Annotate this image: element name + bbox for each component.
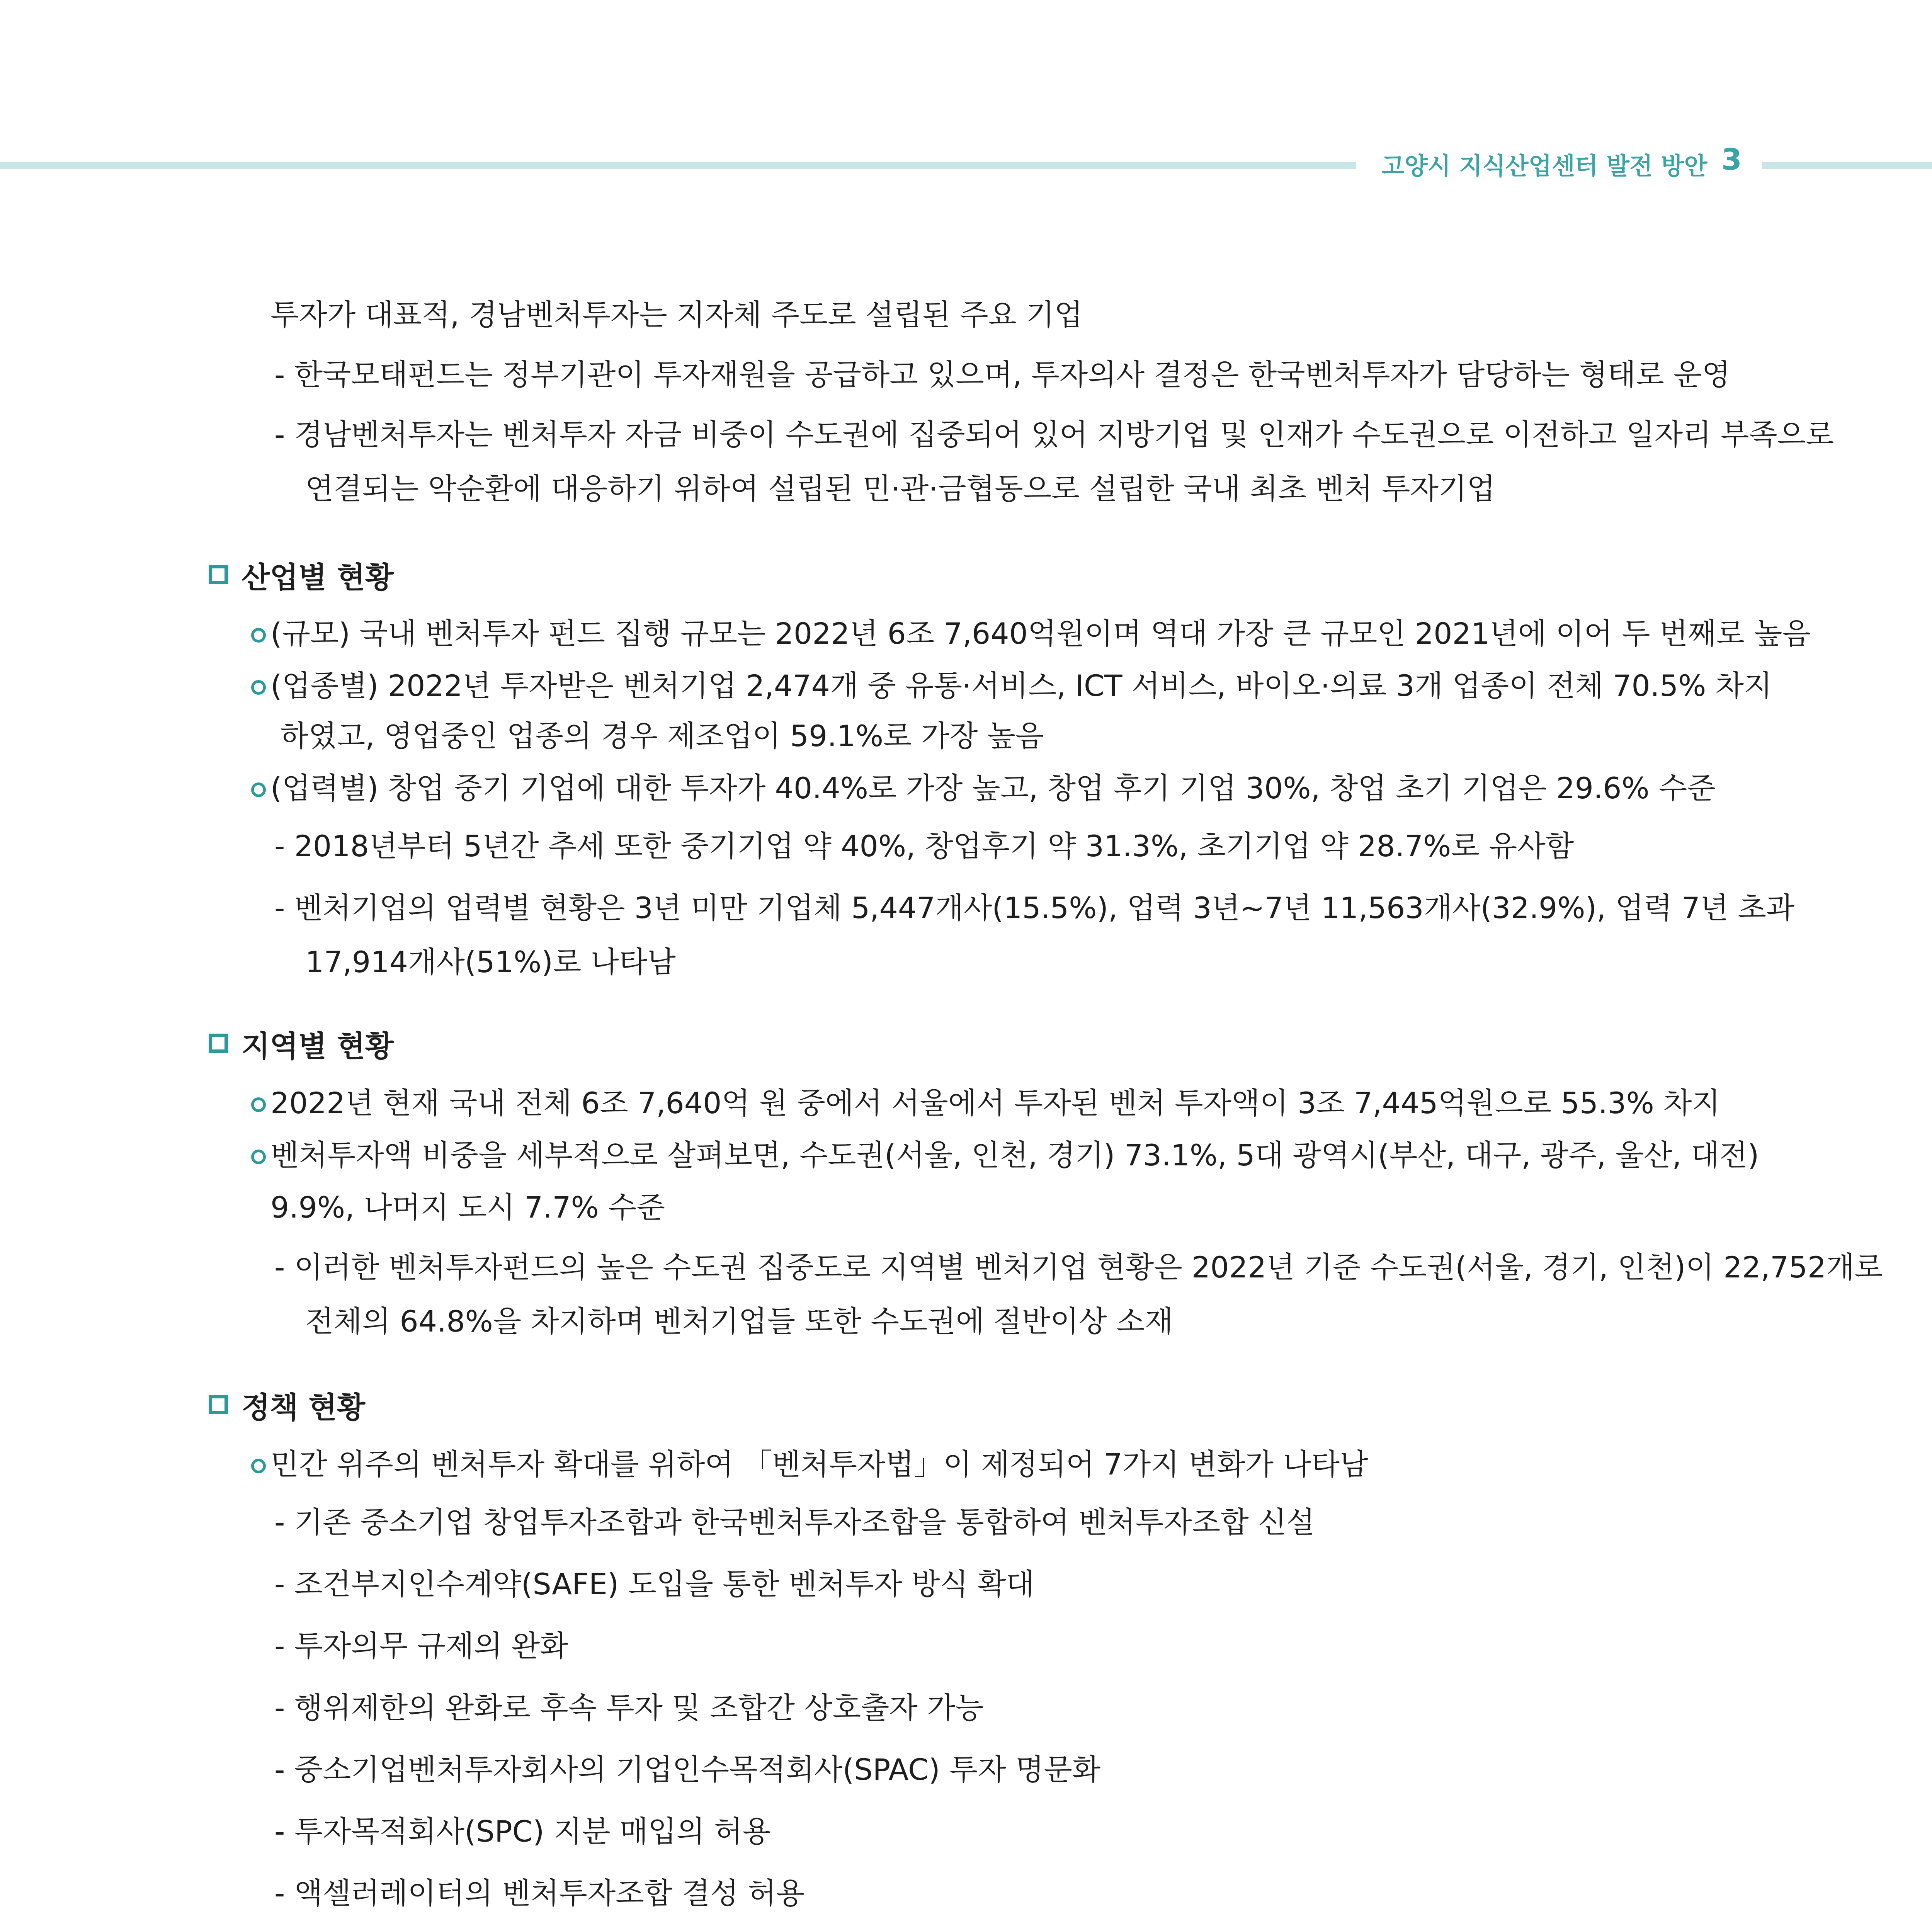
industry-dash-1: - 2018년부터 5년간 추세 또한 중기기업 약 40%, 창업후기 약 31.3%, 초기기업 약 28.7%로 유사함 bbox=[274, 829, 1574, 863]
circle-bullet-icon bbox=[251, 680, 266, 695]
region-dash-1: - 이러한 벤처투자펀드의 높은 수도권 집중도로 지역별 벤처기업 현황은 2022년 기준 수도권(서울, 경기, 인천)이 22,752개로 bbox=[274, 1250, 1883, 1284]
policy-item: - 기존 중소기업 창업투자조합과 한국벤처투자조합을 통합하여 벤처투자조합 신설 bbox=[274, 1505, 1315, 1539]
page-number: 3 bbox=[1721, 142, 1742, 177]
industry-dash-2-cont: 17,914개사(51%)로 나타남 bbox=[305, 945, 676, 979]
header-rule-left bbox=[0, 162, 1356, 169]
industry-dash-2: - 벤처기업의 업력별 현황은 3년 미만 기업체 5,447개사(15.5%), 업력 3년~7년 11,563개사(32.9%), 업력 7년 초과 bbox=[274, 891, 1795, 925]
policy-item: - 중소기업벤처투자회사의 기업인수목적회사(SPAC) 투자 명문화 bbox=[274, 1752, 1101, 1787]
heading-policy: 정책 현황 bbox=[242, 1390, 366, 1425]
industry-stage: (업력별) 창업 중기 기업에 대한 투자가 40.4%로 가장 높고, 창업 후기 기업 30%, 창업 초기 기업은 29.6% 수준 bbox=[270, 771, 1716, 805]
industry-sector-cont: 하였고, 영업중인 업종의 경우 제조업이 59.1%로 가장 높음 bbox=[280, 719, 1044, 753]
circle-bullet-icon bbox=[251, 1097, 266, 1112]
square-bullet-icon bbox=[209, 1034, 228, 1053]
policy-item: - 투자목적회사(SPC) 지분 매입의 허용 bbox=[274, 1814, 771, 1849]
region-share: 벤처투자액 비중을 세부적으로 살펴보면, 수도권(서울, 인천, 경기) 73.1%, 5대 광역시(부산, 대구, 광주, 울산, 대전) bbox=[270, 1138, 1759, 1172]
circle-bullet-icon bbox=[251, 628, 266, 643]
policy-item: - 액셀러레이터의 벤처투자조합 결성 허용 bbox=[274, 1876, 805, 1910]
heading-industry: 산업별 현황 bbox=[242, 560, 394, 595]
header-rule-right bbox=[1762, 162, 1932, 169]
region-dash-1-cont: 전체의 64.8%을 차지하며 벤처기업들 또한 수도권에 절반이상 소재 bbox=[305, 1304, 1173, 1338]
policy-summary: 민간 위주의 벤처투자 확대를 위하여 「벤처투자법」이 제정되어 7가지 변화가 나타남 bbox=[270, 1447, 1368, 1481]
square-bullet-icon bbox=[209, 1395, 228, 1414]
circle-bullet-icon bbox=[251, 1459, 266, 1473]
header-title: 고양시 지식산업센터 발전 방안 bbox=[1381, 152, 1708, 180]
intro-dash-1: - 한국모태펀드는 정부기관이 투자재원을 공급하고 있으며, 투자의사 결정은 한국벤처투자가 담당하는 형태로 운영 bbox=[274, 357, 1730, 392]
industry-sector: (업종별) 2022년 투자받은 벤처기업 2,474개 중 유통·서비스, ICT 서비스, 바이오·의료 3개 업종이 전체 70.5% 차지 bbox=[270, 668, 1772, 703]
region-share-cont: 9.9%, 나머지 도시 7.7% 수준 bbox=[270, 1190, 665, 1225]
circle-bullet-icon bbox=[251, 782, 266, 797]
square-bullet-icon bbox=[209, 565, 228, 584]
region-seoul: 2022년 현재 국내 전체 6조 7,640억 원 중에서 서울에서 투자된 벤처 투자액이 3조 7,445억원으로 55.3% 차지 bbox=[270, 1086, 1720, 1120]
policy-item: - 투자의무 규제의 완화 bbox=[274, 1629, 568, 1663]
policy-item: - 조건부지인수계약(SAFE) 도입을 통한 벤처투자 방식 확대 bbox=[274, 1567, 1034, 1601]
intro-dash-2: - 경남벤처투자는 벤처투자 자금 비중이 수도권에 집중되어 있어 지방기업 및 인재가 수도권으로 이전하고 일자리 부족으로 bbox=[274, 417, 1834, 452]
circle-bullet-icon bbox=[251, 1150, 266, 1164]
heading-region: 지역별 현황 bbox=[242, 1029, 394, 1063]
intro-line: 투자가 대표적, 경남벤처투자는 지자체 주도로 설립된 주요 기업 bbox=[270, 298, 1083, 332]
intro-dash-2-cont: 연결되는 악순환에 대응하기 위하여 설립된 민·관·금협동으로 설립한 국내 최초 벤처 투자기업 bbox=[305, 471, 1495, 506]
policy-item: - 행위제한의 완화로 후속 투자 및 조합간 상호출자 가능 bbox=[274, 1690, 984, 1725]
industry-scale: (규모) 국내 벤처투자 펀드 집행 규모는 2022년 6조 7,640억원이며 역대 가장 큰 규모인 2021년에 이어 두 번째로 높음 bbox=[270, 616, 1811, 651]
